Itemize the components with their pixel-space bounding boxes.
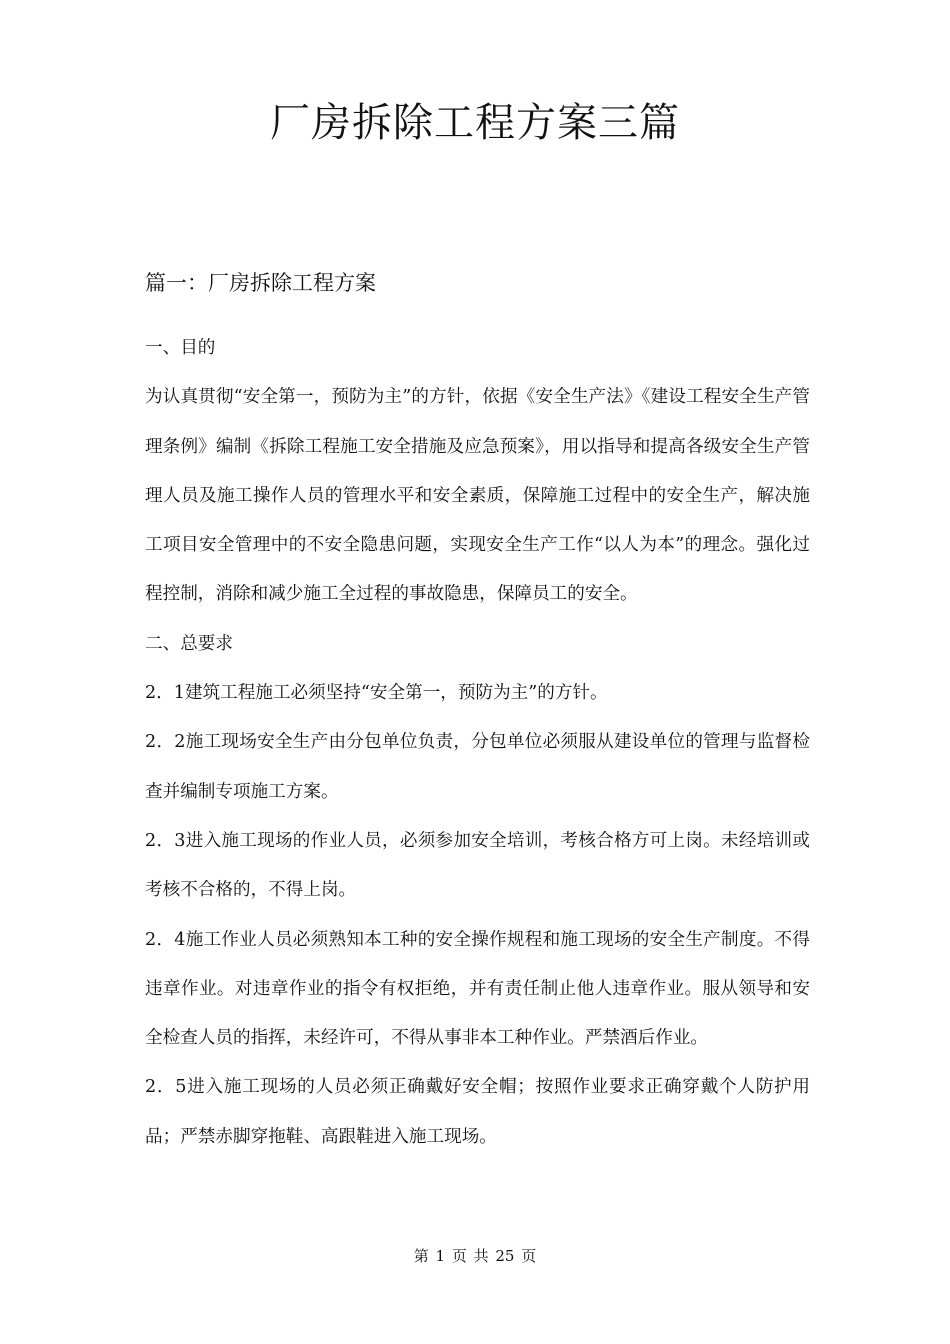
clause-2-2: 2．2施工现场安全生产由分包单位负责，分包单位必须服从建设单位的管理与监督检查并编制专项施工方案。 [145, 732, 810, 802]
clause-2-5: 2．5进入施工现场的人员必须正确戴好安全帽；按照作业要求正确穿戴个人防护用品；严禁赤脚穿拖鞋、高跟鞋进入施工现场。 [145, 1077, 810, 1147]
section-title: 篇一：厂房拆除工程方案 [145, 271, 376, 295]
clause-2-3: 2．3进入施工现场的作业人员，必须参加安全培训，考核合格方可上岗。未经培训或考核不合格的，不得上岗。 [145, 830, 810, 901]
paragraph-purpose: 为认真贯彻“安全第一，预防为主”的方针，依据《安全生产法》《建设工程安全生产管理条例》编制《拆除工程施工安全措施及应急预案》，用以指导和提高各级安全生产管理人员及施工操作人员的管理水平和安全素质，保障施工过程中的安全生产，解决施工项目安全管理中的不安全隐患问题，实现安全生产工作“以人为本”的理念。强化过程控制，消除和减少施工全过程的事故隐患，保障员工的安全。 [145, 387, 810, 605]
clause-2-1: 2．1建筑工程施工必须坚持“安全第一，预防为主”的方针。 [145, 683, 608, 704]
document-title: 厂房拆除工程方案三篇 [270, 100, 680, 146]
clause-2-4: 2．4施工作业人员必须熟知本工种的安全操作规程和施工现场的安全生产制度。不得违章作业。对违章作业的指令有权拒绝，并有责任制止他人违章作业。服从领导和安全检查人员的指挥，未经许可，不得从事非本工种作业。严禁酒后作业。 [145, 929, 810, 1049]
document-body [145, 324, 810, 1162]
page-footer: 第 1 页 共 25 页 [413, 1247, 537, 1265]
heading-general-requirements: 二、总要求 [145, 633, 233, 654]
heading-purpose: 一、目的 [145, 338, 216, 358]
